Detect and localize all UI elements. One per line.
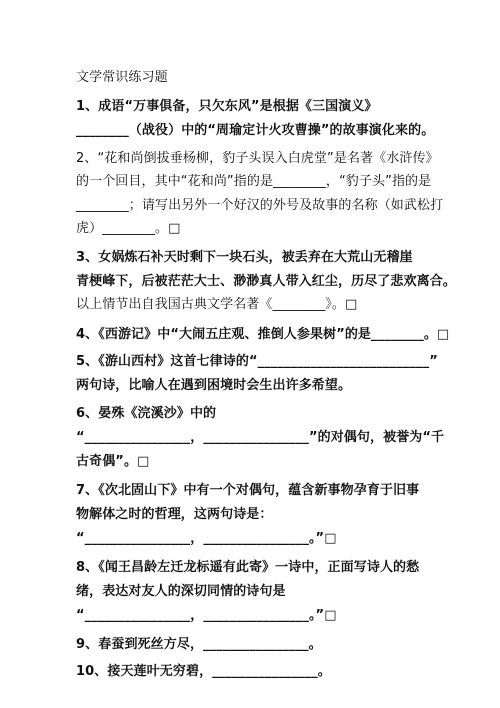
question-line: 青梗峰下，后被茫茫大士、渺渺真人带入红尘，历尽了悲欢离合。 <box>76 274 456 289</box>
question-line: 的一个回目，其中“花和尚”指的是________，“豹子头”指的是 <box>76 174 432 189</box>
question-line: ________（战役）中的“周瑜定计火攻曹操”的故事演化来的。 <box>76 123 435 138</box>
question-line: 6、晏殊《浣溪沙》中的 <box>76 406 217 421</box>
question-line: ________；请写出另外一个好汉的外号及故事的名称（如武松打 <box>76 198 444 213</box>
question-line: “________________，________________。”□ <box>76 531 337 546</box>
question-line: 虎）________。□ <box>76 221 181 236</box>
question-line: 以上情节出自我国古典文学名著《________》。□ <box>76 297 358 312</box>
question-line: “________________，________________。”□ <box>76 608 337 623</box>
question-line: 两句诗，比喻人在遇到困境时会生出许多希望。 <box>76 378 352 393</box>
page-title: 文学常识练习题 <box>76 70 168 85</box>
question-line: 4、《西游记》中“大闹五庄观、推倒人参果树”的是________。□ <box>76 327 450 342</box>
question-line: 物解体之时的哲理，这两句诗是： <box>76 507 273 522</box>
question-line: 绪，表达对友人的深切同情的诗句是 <box>76 584 286 599</box>
question-line: 9、春蚕到死丝方尽，________________。 <box>76 637 322 652</box>
question-line: 1、成语“万事俱备，只欠东风”是根据《三国演义》 <box>76 99 378 114</box>
question-line: 8、《闻王昌龄左迁龙标遥有此寄》一诗中，正面写诗人的愁 <box>76 560 420 575</box>
question-line: 10、接天莲叶无穷碧，________________。 <box>76 664 331 679</box>
question-line: 3、女娲炼石补天时剩下一块石头，被丢弃在大荒山无稽崖 <box>76 250 413 265</box>
question-line: 古奇偶”。□ <box>76 454 150 469</box>
question-line: “________________，________________”的对偶句，被誉为“千 <box>76 430 445 445</box>
question-line: 5、《游山西村》这首七律诗的“__________________________” <box>76 354 438 369</box>
question-line: 2、“花和尚倒拔垂杨柳，豹子头误入白虎堂”是名著《水浒传》 <box>76 151 439 166</box>
question-line: 7、《次北固山下》中有一个对偶句，蕴含新事物孕育于旧事 <box>76 483 420 498</box>
